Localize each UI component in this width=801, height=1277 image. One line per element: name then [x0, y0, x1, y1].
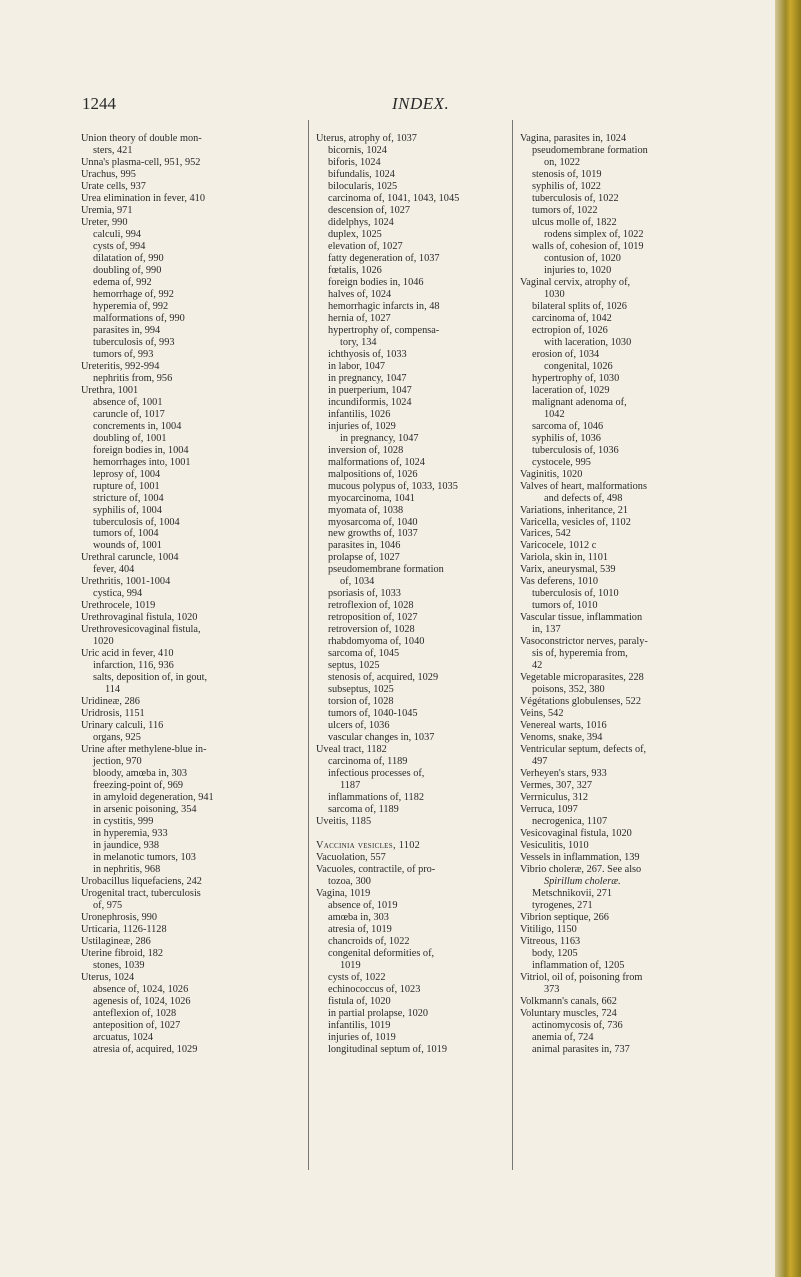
index-entry: torsion of, 1028: [328, 696, 394, 708]
index-entry: duplex, 1025: [328, 228, 382, 240]
index-entry: Urethrovaginal fistula, 1020: [81, 612, 198, 624]
index-entry: tozoa, 300: [328, 876, 371, 888]
index-entry: stricture of, 1004: [93, 492, 164, 504]
index-entry: tumors of, 1004: [93, 528, 159, 540]
index-entry: incundiformis, 1024: [328, 396, 412, 408]
index-entry: dilatation of, 990: [93, 252, 164, 264]
index-entry: tyrogenes, 271: [532, 900, 593, 911]
index-entry: ectropion of, 1026: [532, 324, 608, 336]
index-entry: halves of, 1024: [328, 288, 392, 300]
index-entry: organs, 925: [93, 732, 141, 744]
index-entry: atresia of, acquired, 1029: [93, 1043, 198, 1055]
index-entry: in partial prolapse, 1020: [328, 1007, 429, 1019]
index-entry: Urachus, 995: [81, 168, 136, 180]
index-entry: Urethrocele, 1019: [81, 600, 156, 612]
index-entry: tumors of, 1040-1045: [328, 708, 418, 720]
index-entry: elevation of, 1027: [328, 240, 403, 252]
running-head: INDEX.: [392, 94, 450, 113]
index-entry: echinococcus of, 1023: [328, 983, 421, 995]
index-entry: Valves of heart, malformations: [520, 480, 647, 492]
index-entry: Vibrion septique, 266: [520, 911, 609, 923]
index-entry: Vitriol, oil of, poisoning from: [520, 971, 643, 983]
index-entry: Vaginal cervix, atrophy of,: [520, 276, 631, 288]
index-entry: tuberculosis of, 1022: [532, 192, 619, 204]
index-entry: biforis, 1024: [328, 156, 381, 168]
index-entry: amœba in, 303: [328, 911, 389, 923]
index-entry: syphilis of, 1022: [532, 180, 601, 192]
index-entry: inversion of, 1028: [328, 444, 404, 456]
index-entry: Vascular tissue, inflammation: [520, 612, 643, 624]
index-entry: Vesicovaginal fistula, 1020: [520, 828, 632, 840]
index-entry: Vesiculitis, 1010: [520, 840, 589, 852]
index-entry: Venereal warts, 1016: [520, 720, 607, 732]
index-entry: bloody, amœba in, 303: [93, 768, 187, 780]
index-entry: with laceration, 1030: [544, 336, 632, 348]
index-entry: in, 137: [532, 624, 561, 636]
index-entry: 42: [532, 660, 543, 672]
index-entry: psoriasis of, 1033: [328, 588, 401, 600]
index-entry: in hyperemia, 933: [93, 828, 168, 840]
index-entry: myocarcinoma, 1041: [328, 492, 415, 504]
index-entry: freezing-point of, 969: [93, 780, 184, 792]
index-entry: calculi, 994: [93, 228, 142, 240]
index-entry: Varicella, vesicles of, 1102: [520, 516, 631, 528]
index-entry: Vas deferens, 1010: [520, 576, 599, 588]
index-entry: mucous polypus of, 1033, 1035: [328, 480, 458, 492]
index-entry: edema of, 992: [93, 276, 152, 288]
index-entry: 497: [532, 756, 548, 768]
index-entry: cysts of, 994: [93, 240, 146, 252]
index-entry: tory, 134: [340, 336, 377, 348]
index-entry: Vibrio choleræ, 267. See also: [520, 864, 642, 876]
index-entry: absence of, 1024, 1026: [93, 983, 189, 995]
index-entry: tumors of, 993: [93, 348, 154, 360]
index-entry: vascular changes in, 1037: [328, 732, 435, 744]
index-entry: caruncle of, 1017: [93, 408, 165, 420]
index-entry: Vacuoles, contractile, of pro-: [316, 864, 436, 876]
index-entry: wounds of, 1001: [93, 540, 162, 552]
index-entry: absence of, 1019: [328, 900, 398, 911]
index-entry: Urticaria, 1126-1128: [81, 923, 167, 935]
index-entry: infarction, 116, 936: [93, 660, 174, 672]
index-entry: Vessels in inflammation, 139: [520, 852, 640, 864]
index-entry: 114: [105, 684, 121, 696]
index-entry: subseptus, 1025: [328, 684, 394, 696]
index-entry: bilateral splits of, 1026: [532, 300, 627, 312]
index-entry: rodens simplex of, 1022: [544, 228, 644, 240]
index-entry: inflammation of, 1205: [532, 959, 625, 971]
index-entry: syphilis of, 1004: [93, 504, 162, 516]
index-entry: Urate cells, 937: [81, 180, 146, 192]
index-entry: Urethritis, 1001-1004: [81, 576, 171, 588]
index-entry: cysts of, 1022: [328, 971, 386, 983]
index-entry: Union theory of double mon-: [81, 133, 202, 144]
index-entry: Urethral caruncle, 1004: [81, 552, 179, 564]
index-entry: foreign bodies in, 1046: [328, 276, 424, 288]
index-entry: Ustilagineæ, 286: [81, 935, 151, 947]
index-entry: myosarcoma of, 1040: [328, 516, 418, 528]
index-column-1: [81, 133, 287, 1056]
index-entry: pseudomembrane formation: [328, 564, 444, 576]
index-entry: hemorrhage of, 992: [93, 288, 174, 300]
index-column-3: [520, 133, 728, 1056]
index-entry: hyperemia of, 992: [93, 300, 169, 312]
index-entry: Verruca, 1097: [520, 804, 578, 816]
index-entry: arcuatus, 1024: [93, 1031, 154, 1043]
index-entry: myomata of, 1038: [328, 504, 404, 516]
index-entry: cystica, 994: [93, 588, 143, 600]
index-entry: new growths of, 1037: [328, 528, 418, 540]
index-entry: doubling of, 1001: [93, 432, 167, 444]
index-entry: of, 975: [93, 900, 123, 911]
index-entry: 1020: [93, 636, 114, 648]
index-entry: sarcoma of, 1046: [532, 420, 604, 432]
index-entry: in amyloid degeneration, 941: [93, 792, 214, 804]
index-entry: agenesis of, 1024, 1026: [93, 995, 191, 1007]
index-entry: Varicocele, 1012 c: [520, 540, 597, 552]
index-entry: septus, 1025: [328, 660, 380, 672]
index-entry: Vitiligo, 1150: [520, 923, 577, 935]
index-entry: poisons, 352, 380: [532, 684, 605, 696]
index-entry: Venoms, snake, 394: [520, 732, 603, 744]
index-entry: 1019: [340, 959, 361, 971]
index-entry: anemia of, 724: [532, 1031, 594, 1043]
page-number: 1244: [82, 94, 116, 113]
index-entry: 1187: [340, 780, 361, 792]
index-entry: contusion of, 1020: [544, 252, 621, 264]
index-entry: tuberculosis of, 1036: [532, 444, 619, 456]
index-entry: hypertrophy of, 1030: [532, 372, 620, 384]
index-entry: malformations of, 990: [93, 312, 185, 324]
index-entry: Vacuolation, 557: [316, 852, 386, 864]
index-entry: Uveal tract, 1182: [316, 744, 387, 756]
index-entry: Vagina, 1019: [316, 888, 371, 900]
index-entry: Ventricular septum, defects of,: [520, 744, 647, 756]
index-entry: Urine after methylene-blue in-: [81, 744, 207, 756]
index-entry: [316, 828, 522, 840]
index-entry: carcinoma of, 1041, 1043, 1045: [328, 192, 460, 204]
index-entry: parasites in, 994: [93, 324, 161, 336]
index-entry: Volkmann's canals, 662: [520, 995, 617, 1007]
index-entry: Veins, 542: [520, 708, 564, 720]
index-entry: ulcus molle of, 1822: [532, 216, 617, 228]
index-entry: bifundalis, 1024: [328, 168, 395, 180]
index-entry: tumors of, 1010: [532, 600, 598, 612]
column-rule: [308, 120, 309, 1170]
index-entry: Vagina, parasites in, 1024: [520, 133, 627, 144]
index-entry: stenosis of, 1019: [532, 168, 602, 180]
index-entry: hemorrhages into, 1001: [93, 456, 191, 468]
index-entry: inflammations of, 1182: [328, 792, 424, 804]
index-entry: Ureteritis, 992-994: [81, 360, 160, 372]
index-entry: malignant adenoma of,: [532, 396, 627, 408]
index-entry: Variations, inheritance, 21: [520, 504, 629, 516]
index-entry: Uterus, atrophy of, 1037: [316, 133, 417, 144]
index-entry: in jaundice, 938: [93, 840, 160, 852]
index-entry: Verheyen's stars, 933: [520, 768, 607, 780]
index-entry: fœtalis, 1026: [328, 264, 382, 276]
index-entry: Vaccinia vesicles, 1102: [316, 840, 421, 852]
index-entry: retroposition of, 1027: [328, 612, 418, 624]
index-entry: Uridineæ, 286: [81, 696, 140, 708]
index-entry: walls of, cohesion of, 1019: [532, 240, 644, 252]
index-entry: on, 1022: [544, 156, 581, 168]
index-entry: in labor, 1047: [328, 360, 386, 372]
index-entry: Spirillum choleræ.: [544, 876, 621, 888]
index-entry: Uterus, 1024: [81, 971, 135, 983]
index-entry: ulcers of, 1036: [328, 720, 390, 732]
index-entry: didelphys, 1024: [328, 216, 394, 228]
index-entry: bicornis, 1024: [328, 144, 387, 156]
index-entry: Vermes, 307, 327: [520, 780, 593, 792]
index-entry: of, 1034: [340, 576, 375, 588]
index-entry: Urobacillus liquefaciens, 242: [81, 876, 202, 888]
index-entry: injuries to, 1020: [544, 264, 612, 276]
index-entry: Voluntary muscles, 724: [520, 1007, 617, 1019]
index-entry: tumors of, 1022: [532, 204, 598, 216]
index-entry: in melanotic tumors, 103: [93, 852, 196, 864]
index-entry: bilocularis, 1025: [328, 180, 398, 192]
index-entry: sis of, hyperemia from,: [532, 648, 628, 660]
page-gilt-edge: [775, 0, 801, 1277]
index-entry: prolapse of, 1027: [328, 552, 400, 564]
index-entry: leprosy of, 1004: [93, 468, 161, 480]
index-entry: sarcoma of, 1189: [328, 804, 399, 816]
index-entry: carcinoma of, 1189: [328, 756, 408, 768]
index-entry: nephritis from, 956: [93, 372, 173, 384]
index-entry: Urethra, 1001: [81, 384, 139, 396]
index-entry: hernia of, 1027: [328, 312, 391, 324]
index-entry: foreign bodies in, 1004: [93, 444, 189, 456]
index-entry: longitudinal septum of, 1019: [328, 1043, 447, 1055]
index-entry: 373: [544, 983, 560, 995]
index-entry: Végétations globulenses, 522: [520, 696, 641, 708]
index-entry: tuberculosis of, 993: [93, 336, 175, 348]
index-entry: Uric acid in fever, 410: [81, 648, 174, 660]
index-entry: rhabdomyoma of, 1040: [328, 636, 425, 648]
index-entry: congenital, 1026: [544, 360, 613, 372]
index-entry: Variola, skin in, 1101: [520, 552, 608, 564]
index-entry: infantilis, 1026: [328, 408, 391, 420]
index-entry: atresia of, 1019: [328, 923, 392, 935]
index-entry: sarcoma of, 1045: [328, 648, 400, 660]
index-entry: malpositions of, 1026: [328, 468, 418, 480]
index-entry: anteposition of, 1027: [93, 1019, 181, 1031]
index-entry: retroversion of, 1028: [328, 624, 415, 636]
index-entry: injuries of, 1019: [328, 1031, 396, 1043]
index-entry: laceration of, 1029: [532, 384, 610, 396]
index-entry: ichthyosis of, 1033: [328, 348, 407, 360]
index-entry: 1042: [544, 408, 565, 420]
index-entry: fistula of, 1020: [328, 995, 391, 1007]
index-entry: Uremia, 971: [81, 204, 133, 216]
index-entry: stenosis of, acquired, 1029: [328, 672, 439, 684]
index-entry: Verrniculus, 312: [520, 792, 589, 804]
index-entry: Uveitis, 1185: [316, 816, 372, 828]
index-entry: in arsenic poisoning, 354: [93, 804, 197, 816]
index-entry: malformations of, 1024: [328, 456, 425, 468]
index-entry: in pregnancy, 1047: [340, 432, 419, 444]
index-entry: salts, deposition of, in gout,: [93, 672, 208, 684]
index-entry: erosion of, 1034: [532, 348, 600, 360]
index-column-2: [316, 133, 522, 1056]
index-entry: Vaginitis, 1020: [520, 468, 583, 480]
index-entry: concrements in, 1004: [93, 420, 182, 432]
index-entry: and defects of, 498: [544, 492, 623, 504]
index-entry: Urethrovesicovaginal fistula,: [81, 624, 201, 636]
index-entry: syphilis of, 1036: [532, 432, 601, 444]
index-entry: Uronephrosis, 990: [81, 911, 158, 923]
index-entry: in cystitis, 999: [93, 816, 154, 828]
index-entry: Urea elimination in fever, 410: [81, 192, 205, 204]
index-entry: carcinoma of, 1042: [532, 312, 612, 324]
index-entry: Ureter, 990: [81, 216, 128, 228]
index-entry: injuries of, 1029: [328, 420, 396, 432]
index-entry: Urinary calculi, 116: [81, 720, 164, 732]
index-entry: 1030: [544, 288, 565, 300]
index-entry: chancroids of, 1022: [328, 935, 410, 947]
index-entry: body, 1205: [532, 947, 578, 959]
index-entry: tuberculosis of, 1010: [532, 588, 619, 600]
index-entry: doubling of, 990: [93, 264, 162, 276]
index-entry: hemorrhagic infarcts in, 48: [328, 300, 440, 312]
index-entry: Varix, aneurysmal, 539: [520, 564, 616, 576]
index-entry: infantilis, 1019: [328, 1019, 391, 1031]
index-entry: stones, 1039: [93, 959, 145, 971]
index-entry: Vasoconstrictor nerves, paraly-: [520, 636, 648, 648]
index-entry: Vegetable microparasites, 228: [520, 672, 644, 684]
index-entry: Uridrosis, 1151: [81, 708, 145, 720]
index-entry: cystocele, 995: [532, 456, 591, 468]
index-entry: pseudomembrane formation: [532, 144, 648, 156]
index-entry: congenital deformities of,: [328, 947, 435, 959]
index-entry: absence of, 1001: [93, 396, 163, 408]
index-entry: infectious processes of,: [328, 768, 425, 780]
index-entry: Vitreous, 1163: [520, 935, 581, 947]
index-entry: descension of, 1027: [328, 204, 411, 216]
index-entry: rupture of, 1001: [93, 480, 160, 492]
index-entry: hypertrophy of, compensa-: [328, 324, 440, 336]
index-entry: necrogenica, 1107: [532, 816, 608, 828]
index-entry: tuberculosis of, 1004: [93, 516, 180, 528]
index-entry: in pregnancy, 1047: [328, 372, 407, 384]
index-entry: in nephritis, 968: [93, 864, 161, 876]
index-entry: jection, 970: [93, 756, 142, 768]
index-entry: animal parasites in, 737: [532, 1043, 630, 1055]
index-entry: retroflexion of, 1028: [328, 600, 414, 612]
index-entry: sters, 421: [93, 144, 133, 156]
index-entry: Metschnikovii, 271: [532, 888, 613, 900]
index-entry: Urogenital tract, tuberculosis: [81, 888, 201, 900]
index-entry: Uterine fibroid, 182: [81, 947, 164, 959]
index-entry: parasites in, 1046: [328, 540, 401, 552]
index-entry: fever, 404: [93, 564, 135, 576]
index-entry: fatty degeneration of, 1037: [328, 252, 440, 264]
index-entry: anteflexion of, 1028: [93, 1007, 177, 1019]
index-entry: in puerperium, 1047: [328, 384, 412, 396]
index-entry: Varices, 542: [520, 528, 571, 540]
index-entry: Unna's plasma-cell, 951, 952: [81, 156, 201, 168]
index-entry: actinomycosis of, 736: [532, 1019, 623, 1031]
